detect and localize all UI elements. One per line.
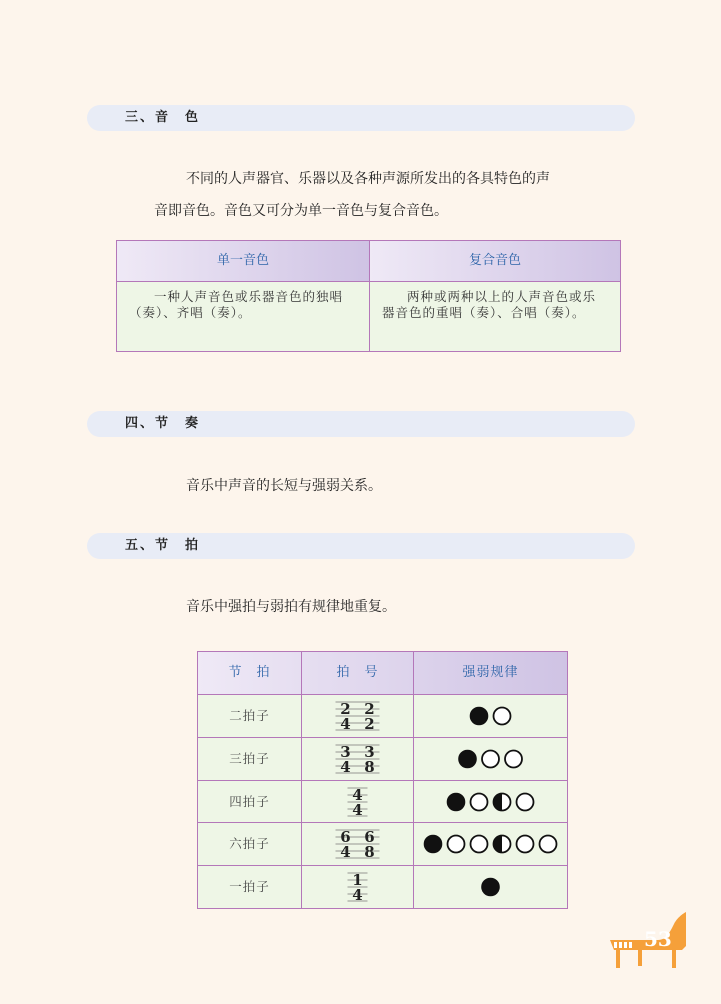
time-signature-numerator: 3 (340, 742, 351, 761)
piano-icon (608, 910, 688, 974)
weak-beat-icon (517, 793, 534, 810)
meter-name-cell: 一拍子 (229, 879, 270, 895)
time-signature-numerator: 6 (340, 828, 351, 847)
strong-beat-icon (425, 836, 442, 853)
header-time-signature: 拍 号 (336, 665, 379, 680)
strong-beat-icon (471, 708, 488, 725)
meter-name-cell: 二拍子 (229, 708, 270, 723)
timbre-text-line1: 不同的人声器官、乐器以及各种声源所发出的各具特色的声 (186, 171, 550, 187)
time-signature-cell (302, 823, 413, 865)
strength-pattern-cell (414, 781, 567, 823)
heading-text: 四、节 奏 (125, 416, 201, 431)
time-signature-cell (302, 738, 413, 780)
weak-beat-icon (494, 708, 511, 725)
header-meter: 节 拍 (228, 665, 271, 680)
weak-beat-icon (448, 836, 465, 853)
cell-compound-timbre: 两种或两种以上的人声音色或乐器音色的重唱（奏）、合唱（奏）。 (382, 289, 597, 320)
weak-beat-icon (471, 793, 488, 810)
medium-beat-icon (494, 793, 511, 810)
meter-text: 音乐中强拍与弱拍有规律地重复。 (186, 599, 396, 615)
page-number: 53 (644, 927, 672, 951)
weak-beat-icon (482, 750, 499, 767)
section-heading-meter (87, 533, 635, 559)
header-single-timbre: 单一音色 (117, 241, 369, 281)
section-heading-rhythm (87, 411, 635, 437)
time-signature-denominator: 4 (352, 886, 363, 905)
heading-text: 五、节 拍 (125, 538, 201, 553)
strong-beat-icon (459, 750, 476, 767)
time-signature-denominator: 4 (352, 800, 363, 819)
meter-name-cell: 四拍子 (229, 793, 270, 809)
time-signature-denominator: 4 (340, 757, 351, 776)
time-signature-denominator: 2 (364, 715, 375, 733)
time-signature-cell (302, 781, 413, 823)
time-signature-numerator: 2 (364, 700, 375, 718)
time-signature-denominator: 8 (364, 843, 375, 862)
timbre-table (116, 240, 621, 352)
weak-beat-icon (471, 836, 488, 853)
time-signature-numerator: 3 (364, 742, 375, 761)
strength-pattern-cell (414, 866, 567, 908)
strong-beat-icon (448, 793, 465, 810)
meter-name-cell: 三拍子 (229, 750, 270, 766)
time-signature-numerator: 2 (340, 700, 351, 718)
header-strength-pattern: 强弱规律 (462, 665, 519, 680)
section-heading-timbre (87, 105, 635, 131)
strength-pattern-cell (414, 738, 567, 780)
header-compound-timbre: 复合音色 (370, 241, 620, 281)
strong-beat-icon (482, 879, 499, 896)
weak-beat-icon (517, 836, 534, 853)
medium-beat-icon (494, 836, 511, 853)
heading-text: 三、音 色 (125, 110, 201, 125)
weak-beat-icon (505, 750, 522, 767)
timbre-text-line2: 音即音色。音色又可分为单一音色与复合音色。 (154, 203, 448, 219)
time-signature-numerator: 6 (364, 828, 375, 847)
meter-table (197, 651, 568, 909)
page-number-badge (608, 910, 688, 974)
meter-name-cell: 六拍子 (229, 836, 270, 852)
time-signature-denominator: 4 (340, 843, 351, 862)
rhythm-text: 音乐中声音的长短与强弱关系。 (186, 478, 382, 494)
time-signature-numerator: 1 (352, 871, 363, 890)
strength-pattern-cell (414, 823, 567, 865)
time-signature-numerator: 4 (352, 785, 363, 804)
time-signature-denominator: 8 (364, 757, 375, 776)
time-signature-cell (302, 695, 413, 737)
weak-beat-icon (540, 836, 557, 853)
time-signature-cell (302, 866, 413, 908)
time-signature-denominator: 4 (340, 715, 351, 733)
strength-pattern-cell (414, 695, 567, 737)
cell-single-timbre: 一种人声音色或乐器音色的独唱（奏）、齐唱（奏）。 (129, 289, 344, 320)
